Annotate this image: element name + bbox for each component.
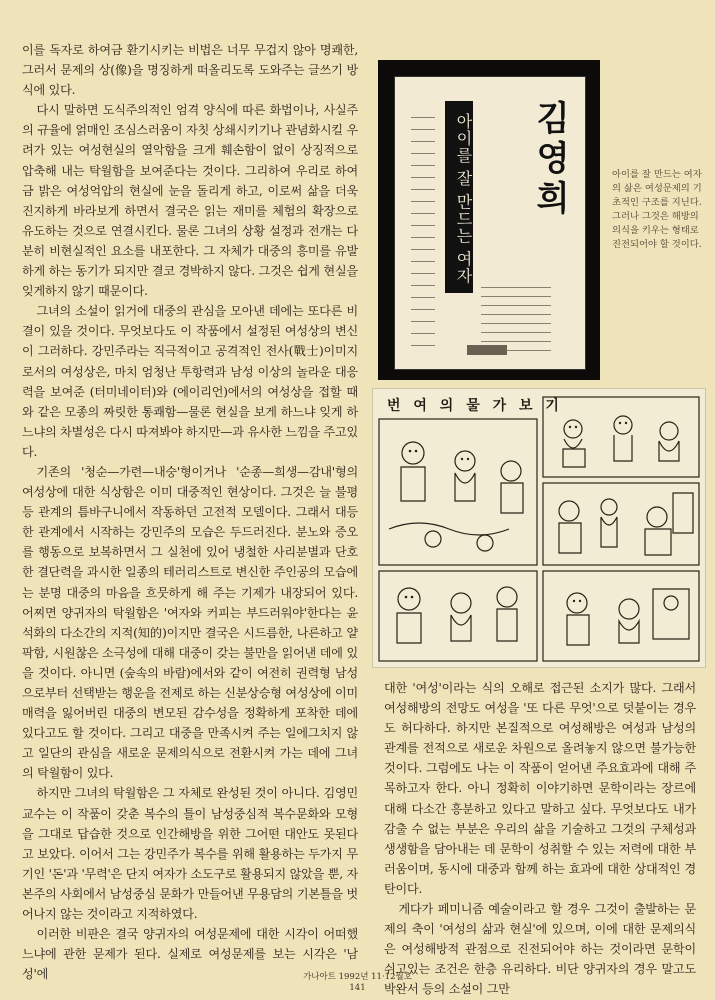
photo-caption: 아이를 잘 만드는 여자의 삶은 여성문제의 기초적인 구조를 지닌다. 그러나 그것은 해방의 의식을 키우는 형태로 진전되어야 할 것이다. <box>612 169 702 250</box>
paragraph: 이를 독자로 하여금 환기시키는 비법은 너무 무겁지 않아 명쾌한, 그러서 문제의 상(像)을 명징하게 떠올리도록 도와주는 글쓰기 방식에 있다. <box>22 43 358 98</box>
book-cover <box>394 76 586 370</box>
publisher-logo <box>467 345 507 355</box>
comic-drawing <box>373 389 705 667</box>
issue-label: 가나아트 1992년 11·12월호 <box>303 972 412 982</box>
book-title: 아이를 잘 만드는 여자 <box>445 101 473 293</box>
comic-panel <box>379 419 537 565</box>
article-right-column <box>384 678 696 997</box>
comic-title: 번 여 의 물 가 보 기 <box>387 398 563 414</box>
paragraph: 게다가 페미니즘 예술이라고 할 경우 그것이 출발하는 문제의 축이 '여성의 삶과 현실'에 있으며, 이에 대한 문제의식은 여성해방적 관점으로 진전되어야 하는 것이라면 문학이 쉬고있는 조건은 한층 유리하다. 비단 양귀자의 경우 말고도 박완서 등의 소설이 그만 <box>384 902 696 997</box>
paragraph: 다시 말하면 도식주의적인 엄격 양식에 따른 화법이나, 사실주의 규율에 얽매인 조심스러움이 자칫 상쇄시키기나 관념화시킬 우려가 있는 여성현실의 열악함을 크게 훼손함이 없이 상징적으로 압축해 내는 탁월함을 보여준다는 것이다. 그리하여 우리로 하여금 밝은 여성억압의 현실에 눈을 돌리게 하고, 이로써 삶을 더욱 진지하게 바라보게 하면서 결국은 읽는 재미를 체험의 확장으로 유도하는 것으로 연결시킨다. 물론 그녀의 상황 설정과 전개는 다분히 비현실적인 요소를 내포한다. 그 자체가 대중의 흥미를 유발하게 하는 동기가 되지만 결코 경박하지 않다. 그것은 쉽게 현실을 잊게하지 않기 때문이다. <box>22 103 358 299</box>
paragraph: 기존의 '청순—가련—내숭'형이거나 '순종—희생—감내'형의 여성상에 대한 식상함은 이미 대중적인 현상이다. 그것은 늘 불평등 관계의 틈바구니에서 작동하던 고전적 모델이다. 그래서 대등한 관계에서 시작하는 강민주의 모습은 두드러진다. 분노와 증오를 행동으로 보복하면서 그 실천에 있어 냉철한 사리분별과 단호한 결단력을 과시한 일종의 테러리스트로 변신한 주인공의 모습에는 분명 대중의 마음을 흐뭇하게 해 주는 기제가 내장되어 있다. 어찌면 양귀자의 탁월함은 '여자와 커피는 부드러워야'한다는 윤석화의 다소간의 지적(知的)이지만 결국은 시드름한, 나른하고 얄팍함, 시원찮은 소극성에 대해 대중이 갖는 불만을 읽어낸 데에 있을 것이다. 아니면 (숲속의 바람)에서와 같이 여전히 권력형 남성으로부터 선택받는 행운을 전제로 하는 신분상승형 여성상에 이미 매력을 잃어버린 대중의 변모된 감수성을 정확하게 포착한 데에 있다고도 할 것이다. 그리고 대중을 만족시켜 주는 일에그치지 않고 일단의 관심을 새로운 문제의식으로 전환시켜 가는 데에 그녀의 탁월함이 있다. <box>22 464 358 781</box>
paragraph: 대한 '여성'이라는 식의 오해로 접근된 소지가 많다. 그래서 여성해방의 전망도 여성을 '또 다른 무엇'으로 덧붙이는 경우도 허다하다. 하지만 본질적으로 여성해방은 여성과 남성의 관계를 전적으로 새로운 차원으로 올려놓지 않으면 불가능한 것이다. 그럼에도 나는 이 작품이 얻어낸 주요효과에 대해 주목하고자 한다. 아니 정확히 이야기하면 문학이라는 장르에 대해 다소간 흥분하고 있다고 말하고 싶다. 무엇보다도 내가 감출 수 없는 부분은 우리의 삶을 기술하고 그것의 구체성과 생생함을 담아내는 데 문학이 성취할 수 있는 저력에 대한 부러움이며, 동시에 대중과 함께 하는 효과에 대한 상대적인 경탄이다. <box>384 681 696 896</box>
book-author: 김영희 <box>536 99 570 219</box>
page-footer <box>0 972 715 994</box>
book-cover-photo <box>378 60 600 380</box>
paragraph: 하지만 그녀의 탁월함은 그 자체로 완성된 것이 아니다. 김영민 교수는 이 작품이 갖춘 복수의 틀이 남성중심적 복수문화와 모형을 그대로 답습한 것으로 인간해방을 위한 그어떤 대안도 못된다고 보았다. 이어서 그는 강민주가 복수를 위해 활용하는 두가지 무기인 '돈'과 '무력'은 단지 여자가 소도구로 활용되지 않았을 뿐, 자본주의 사회에서 남성중심 문화가 만들어낸 무용담의 기본틀을 벗어나지 않는 것이라고 지적하였다. <box>22 786 359 922</box>
paragraph: 이러한 비판은 결국 양귀자의 여성문제에 대한 시각이 어떠했느냐에 관한 문제가 된다. 실제로 여성문제를 보는 시각은 '남성'에 <box>22 927 358 982</box>
cover-decoration <box>411 117 435 357</box>
comic-panel <box>379 571 537 661</box>
page-number: 141 <box>349 983 366 993</box>
paragraph: 그녀의 소설이 읽거에 대중의 관심을 모아낸 데에는 또다른 비결이 있을 것이다. 무엇보다도 이 작품에서 설정된 여성상의 변신이 그러하다. 강민주라는 직극적이고 공격적인 전사(戰士)이미지로서의 여성상은, 마치 엄청난 투항력과 남성 이상의 놀라운 대응력을 보여준 (터미네이터)와 (에이리언)에서의 여성상을 접할 때와 같은 모종의 짜릿한 통쾌함—물론 현실을 보게 하느냐 잊게 하느냐의 차별성은 다시 따져봐야 하지만—과 유사한 느낌을 주고있다. <box>22 304 358 459</box>
comic-strip <box>372 388 706 668</box>
